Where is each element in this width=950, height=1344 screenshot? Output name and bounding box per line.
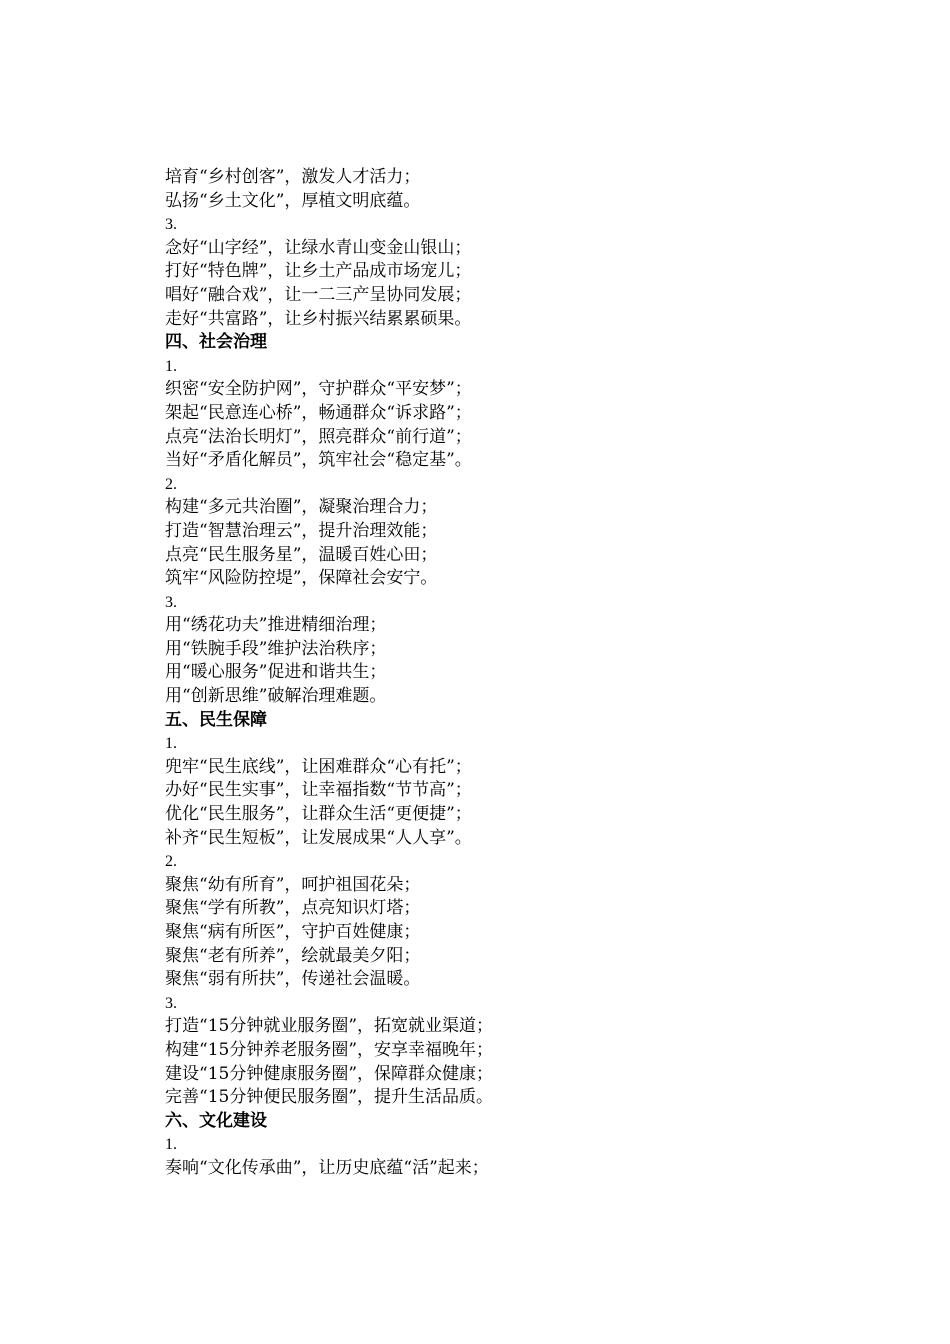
text-line: 聚焦“病有所医”，守护百姓健康； [165, 922, 421, 942]
section-heading: 四、社会治理 [165, 332, 267, 353]
text-line: 优化“民生服务”，让群众生活“更便捷”； [165, 804, 472, 825]
text-line: 聚焦“老有所养”，绘就最美夕阳； [165, 945, 421, 966]
text-line: 奏响“文化传承曲”，让历史底蕴“活”起来； [165, 1157, 489, 1178]
item-number: 3. [165, 216, 177, 234]
text-line: 用“创新思维”破解治理难题。 [165, 686, 387, 707]
text-line: 走好“共富路”，让乡村振兴结累累硕果。 [165, 308, 472, 329]
text-line: 念好“山字经”，让绿水青山变金山银山； [165, 237, 472, 258]
text-line: 筑牢“风险防控堤”，保障社会安宁。 [165, 568, 438, 589]
text-line: 点亮“法治长明灯”，照亮群众“前行道”； [165, 426, 472, 447]
text-line: 唱好“融合戏”，让一二三产呈协同发展； [165, 284, 472, 305]
text-line: 点亮“民生服务星”，温暖百姓心田； [165, 544, 438, 565]
item-number: 3. [165, 593, 177, 611]
text-line: 构建“多元共治圈”，凝聚治理合力； [165, 497, 438, 518]
text-line: 办好“民生实事”，让幸福指数“节节高”； [165, 780, 472, 801]
section-heading: 六、文化建设 [165, 1110, 267, 1131]
text-line: 当好“矛盾化解员”，筑牢社会“稳定基”。 [165, 450, 472, 471]
text-line: 聚焦“幼有所育”，呵护祖国花朵； [165, 874, 421, 895]
item-number: 1. [165, 1136, 177, 1154]
item-number: 3. [165, 994, 177, 1012]
item-number: 2. [165, 853, 177, 871]
text-line: 补齐“民生短板”，让发展成果“人人享”。 [165, 827, 472, 848]
text-line: 打造“智慧治理云”，提升治理效能； [165, 520, 438, 541]
text-line: 用“暖心服务”促进和谐共生； [165, 662, 387, 683]
text-line: 打造“15分钟就业服务圈”，拓宽就业渠道； [165, 1016, 494, 1037]
item-number: 1. [165, 735, 177, 753]
text-line: 用“绣花功夫”推进精细治理； [165, 615, 387, 636]
text-line: 织密“安全防护网”，守护群众“平安梦”； [165, 379, 472, 400]
text-line: 培育“乡村创客”，激发人才活力； [165, 167, 421, 187]
text-line: 构建“15分钟养老服务圈”，安享幸福晚年； [165, 1039, 494, 1060]
text-line: 完善“15分钟便民服务圈”，提升生活品质。 [165, 1087, 494, 1108]
text-line: 聚焦“弱有所扶”，传递社会温暖。 [165, 969, 421, 990]
text-line: 弘扬“乡土文化”，厚植文明底蕴。 [165, 190, 421, 211]
text-line: 聚焦“学有所教”，点亮知识灯塔； [165, 898, 421, 919]
text-line: 建设“15分钟健康服务圈”，保障群众健康； [165, 1063, 494, 1084]
document-body [165, 166, 885, 1181]
text-line: 兜牢“民生底线”，让困难群众“心有托”； [165, 756, 472, 777]
text-line: 用“铁腕手段”维护法治秩序； [165, 638, 387, 659]
text-line: 打好“特色牌”，让乡土产品成市场宠儿； [165, 261, 472, 282]
item-number: 1. [165, 357, 177, 375]
text-line: 架起“民意连心桥”，畅通群众“诉求路”； [165, 402, 472, 423]
item-number: 2. [165, 475, 177, 493]
section-heading: 五、民生保障 [165, 709, 267, 730]
